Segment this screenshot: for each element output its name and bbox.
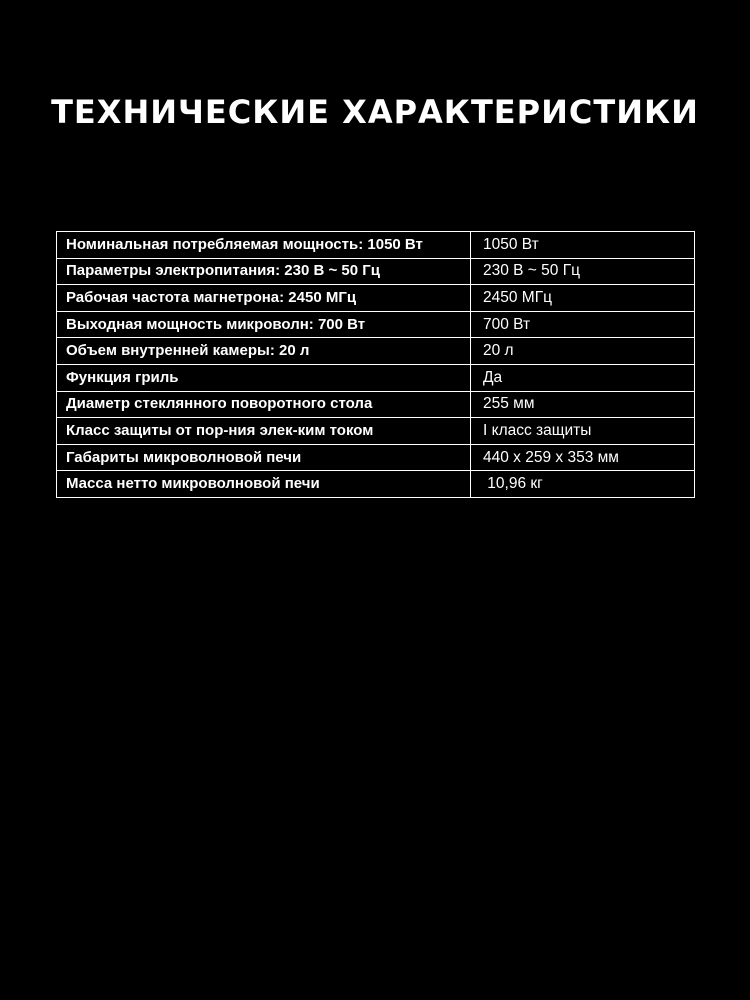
spec-param: Диаметр стеклянного поворотного стола — [57, 391, 471, 418]
spec-value: 10,96 кг — [471, 471, 695, 498]
spec-param: Габариты микроволновой печи — [57, 444, 471, 471]
table-row — [57, 338, 695, 365]
spec-value: 2450 МГц — [471, 285, 695, 312]
table-row — [57, 391, 695, 418]
spec-param: Рабочая частота магнетрона: 2450 МГц — [57, 285, 471, 312]
specs-table — [56, 231, 695, 498]
page-title: ТЕХНИЧЕСКИЕ ХАРАКТЕРИСТИКИ — [51, 93, 699, 131]
table-row — [57, 232, 695, 259]
table-row — [57, 471, 695, 498]
table-row — [57, 258, 695, 285]
spec-value: 20 л — [471, 338, 695, 365]
spec-value: 700 Вт — [471, 311, 695, 338]
spec-param: Выходная мощность микроволн: 700 Вт — [57, 311, 471, 338]
spec-value: 1050 Вт — [471, 232, 695, 259]
spec-value: 230 В ~ 50 Гц — [471, 258, 695, 285]
spec-value: Да — [471, 364, 695, 391]
spec-value: 440 х 259 х 353 мм — [471, 444, 695, 471]
table-row — [57, 285, 695, 312]
spec-value: I класс защиты — [471, 418, 695, 445]
spec-param: Функция гриль — [57, 364, 471, 391]
spec-value: 255 мм — [471, 391, 695, 418]
spec-param: Номинальная потребляемая мощность: 1050 Вт — [57, 232, 471, 259]
spec-param: Масса нетто микроволновой печи — [57, 471, 471, 498]
spec-param: Класс защиты от пор-ния элек-ким током — [57, 418, 471, 445]
spec-param: Параметры электропитания: 230 В ~ 50 Гц — [57, 258, 471, 285]
table-row — [57, 364, 695, 391]
table-row — [57, 418, 695, 445]
table-row — [57, 311, 695, 338]
spec-param: Объем внутренней камеры: 20 л — [57, 338, 471, 365]
table-row — [57, 444, 695, 471]
